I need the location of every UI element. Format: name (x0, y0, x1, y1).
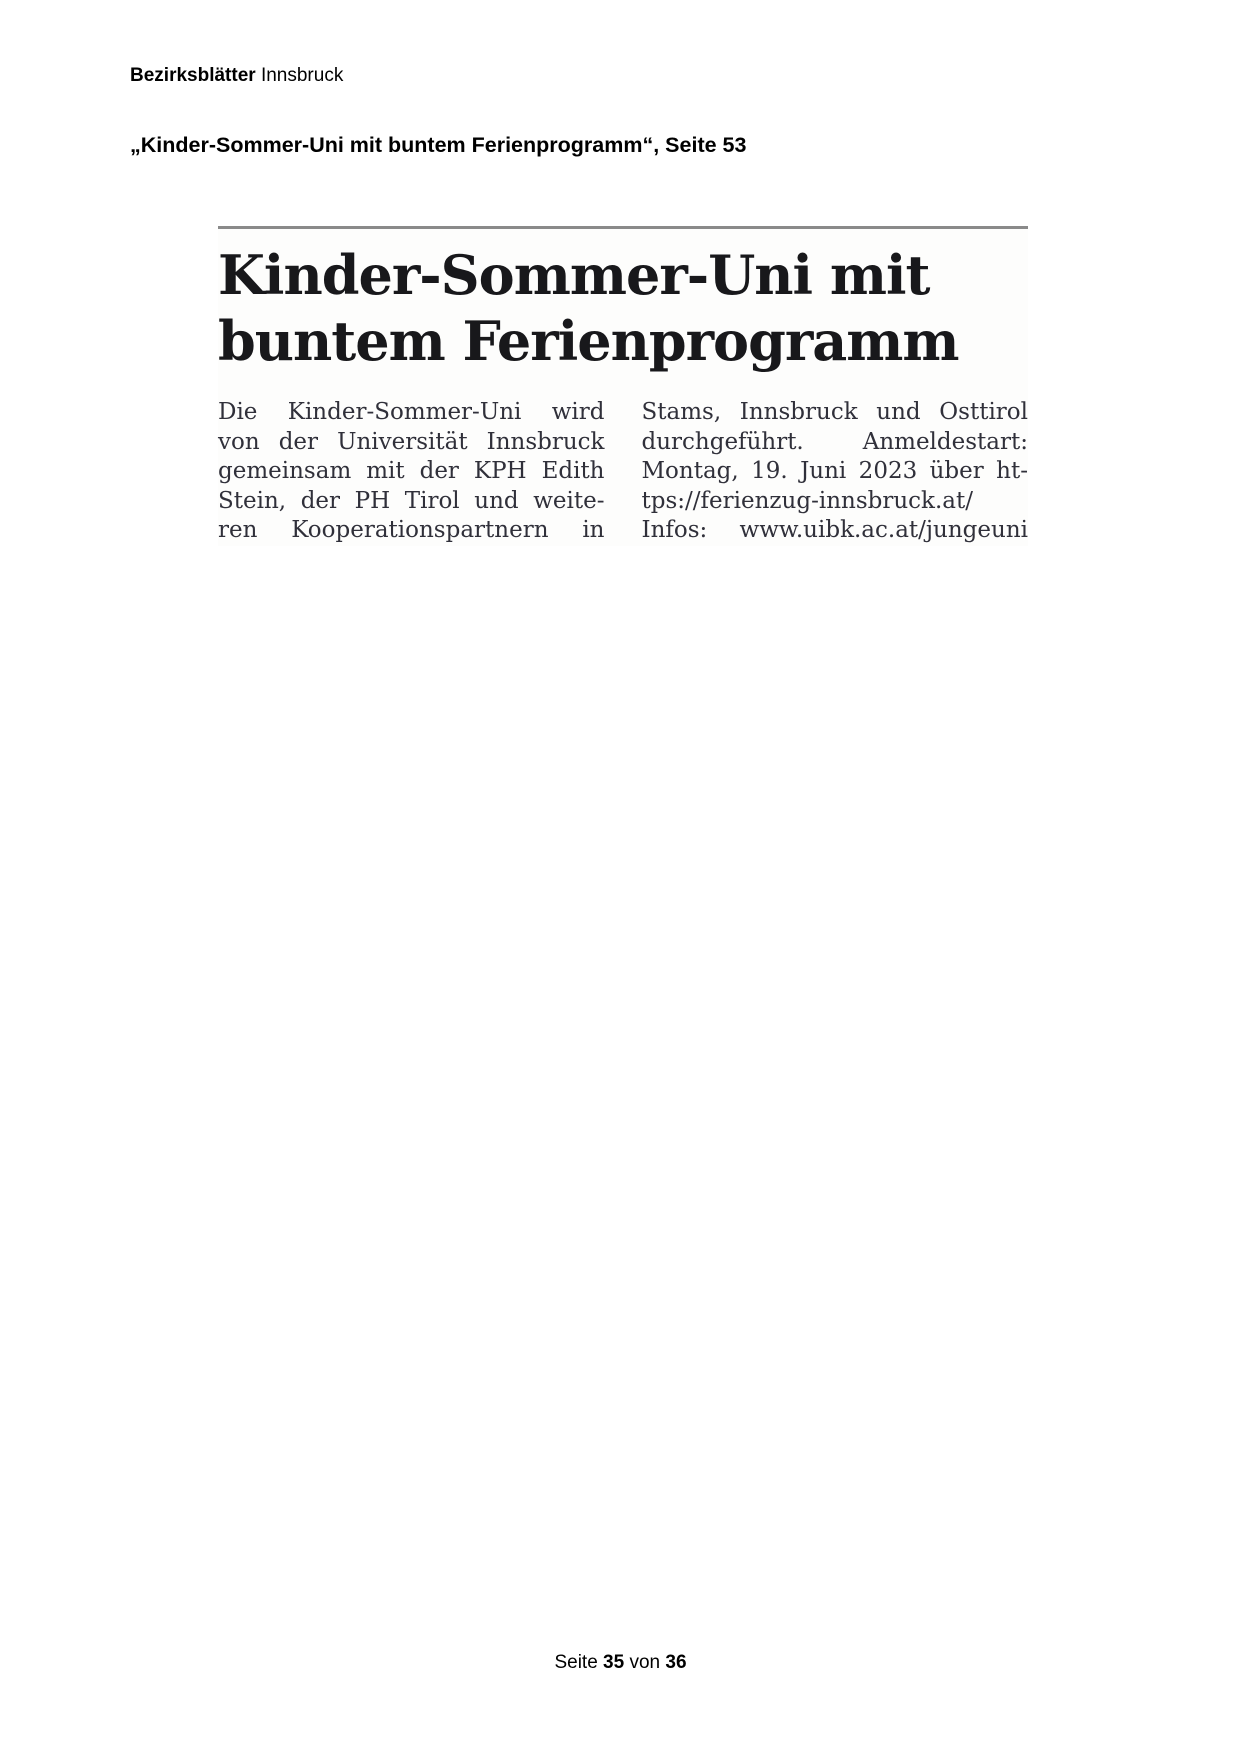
body-text-line: durchgeführt. Anmeldestart: (641, 428, 1028, 455)
article-title-reference: „Kinder-Sommer-Uni mit buntem Ferienprogramm“, Seite 53 (130, 133, 747, 157)
publication-name (130, 64, 343, 88)
newspaper-clipping (218, 226, 1028, 546)
headline-line-1: Kinder-Sommer-Uni mit (218, 243, 930, 307)
clipping-body (218, 398, 1028, 546)
body-text-line: Stams, Innsbruck und Osttirol (641, 399, 1028, 425)
footer-label-of: von (629, 1652, 661, 1673)
body-text-line: Montag, 19. Juni 2023 über ht- (641, 458, 1028, 484)
body-text-line: Infos: www.uibk.ac.at/jungeuni (641, 517, 1028, 543)
body-text-line: ren Kooperationspartnern in (218, 517, 605, 543)
publication-name-city: Innsbruck (260, 65, 344, 86)
body-text-line: von der Universität Innsbruck (218, 428, 605, 455)
footer-total-pages: 36 (665, 1652, 687, 1673)
clipping-column-right (642, 398, 1029, 546)
headline-line-2: buntem Ferienprogramm (218, 309, 959, 373)
publication-name-bold: Bezirksblätter (130, 65, 256, 86)
body-text-line: Die Kinder-Sommer-Uni wird (218, 399, 605, 425)
page-footer (0, 1652, 1241, 1674)
body-text-line: tps://ferienzug-innsbruck.at/ (641, 487, 973, 514)
clipping-top-rule (218, 226, 1028, 229)
body-text-line: Stein, der PH Tirol und weite- (218, 487, 605, 514)
footer-current-page: 35 (603, 1652, 625, 1673)
clipping-headline (218, 242, 1028, 374)
body-text-line: gemeinsam mit der KPH Edith (218, 458, 605, 484)
footer-label-page: Seite (554, 1652, 598, 1673)
clipping-column-left (218, 398, 605, 546)
